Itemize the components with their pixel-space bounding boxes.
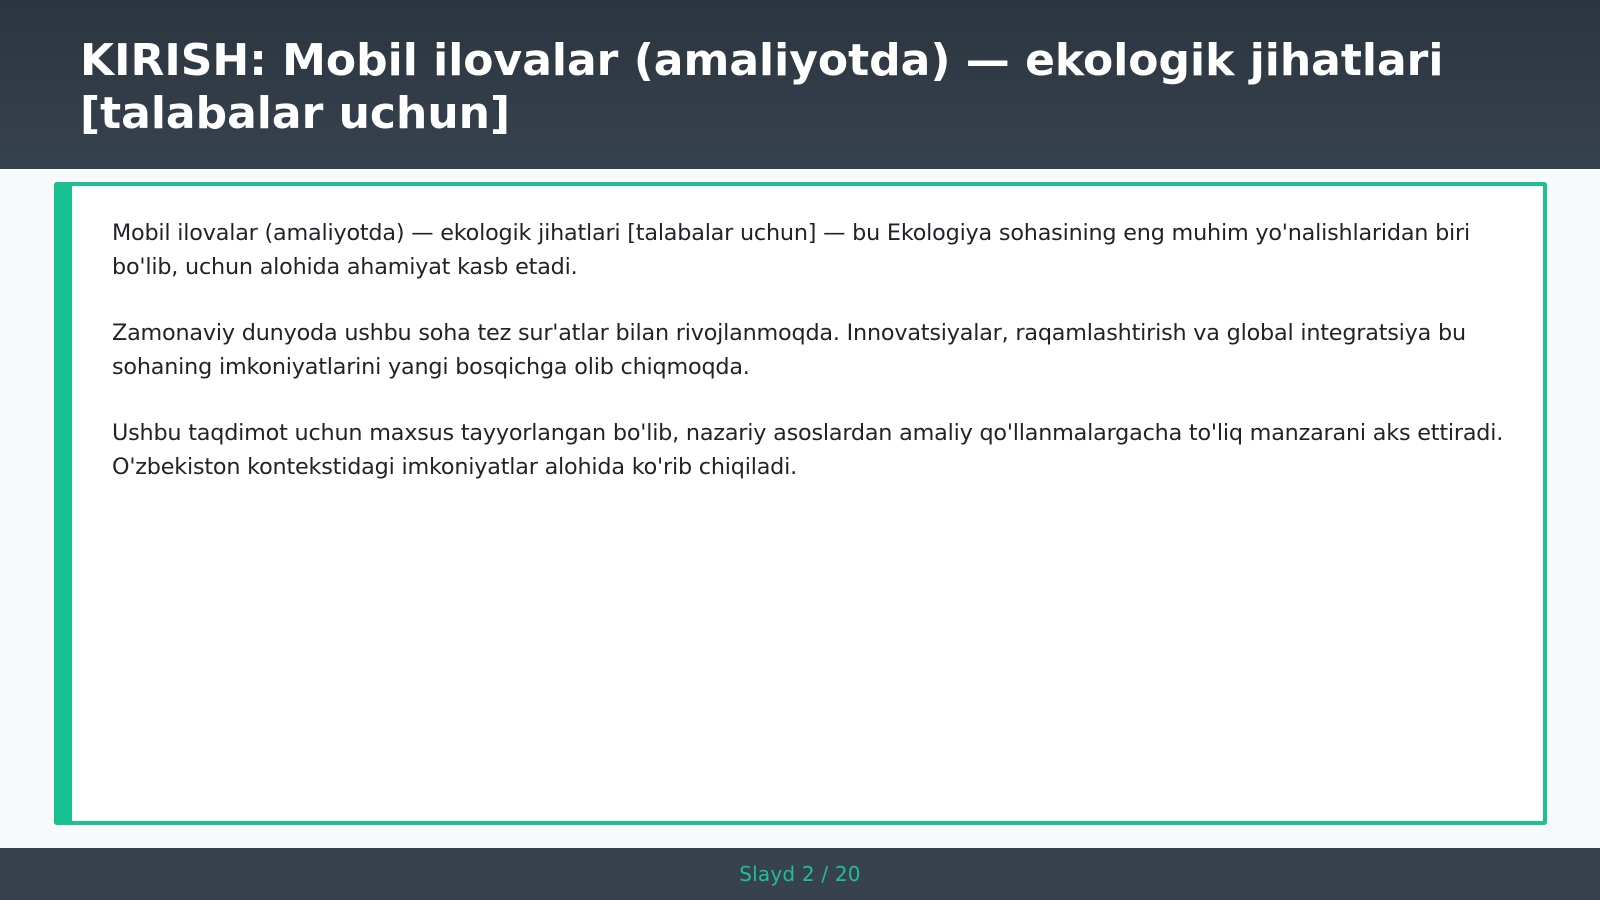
slide-footer [0,848,1600,900]
content-paragraph-1: Mobil ilovalar (amaliyotda) — ekologik jihatlari [talabalar uchun] — bu Ekologiya sohasining eng muhim yo'nalishlaridan biri bo'lib, uchun alohida ahamiyat kasb etadi. [112,220,1471,280]
content-card [54,182,1547,825]
slide-title: KIRISH: Mobil ilovalar (amaliyotda) — ekologik jihatlari [talabalar uchun] [80,35,1444,139]
content-paragraph-2: Zamonaviy dunyoda ushbu soha tez sur'atlar bilan rivojlanmoqda. Innovatsiyalar, raqamlashtirish va global integratsiya bu sohaning imkoniyatlarini yangi bosqichga olib chiqmoqda. [112,320,1466,380]
content-paragraph-3: Ushbu taqdimot uchun maxsus tayyorlangan bo'lib, nazariy asoslardan amaliy qo'llanmalargacha to'liq manzarani aks ettiradi. O'zbekiston kontekstidagi imkoniyatlar alohida ko'rib chiqiladi. [112,420,1504,480]
slide-header [0,0,1600,169]
slide-counter: Slayd 2 / 20 [739,862,861,886]
